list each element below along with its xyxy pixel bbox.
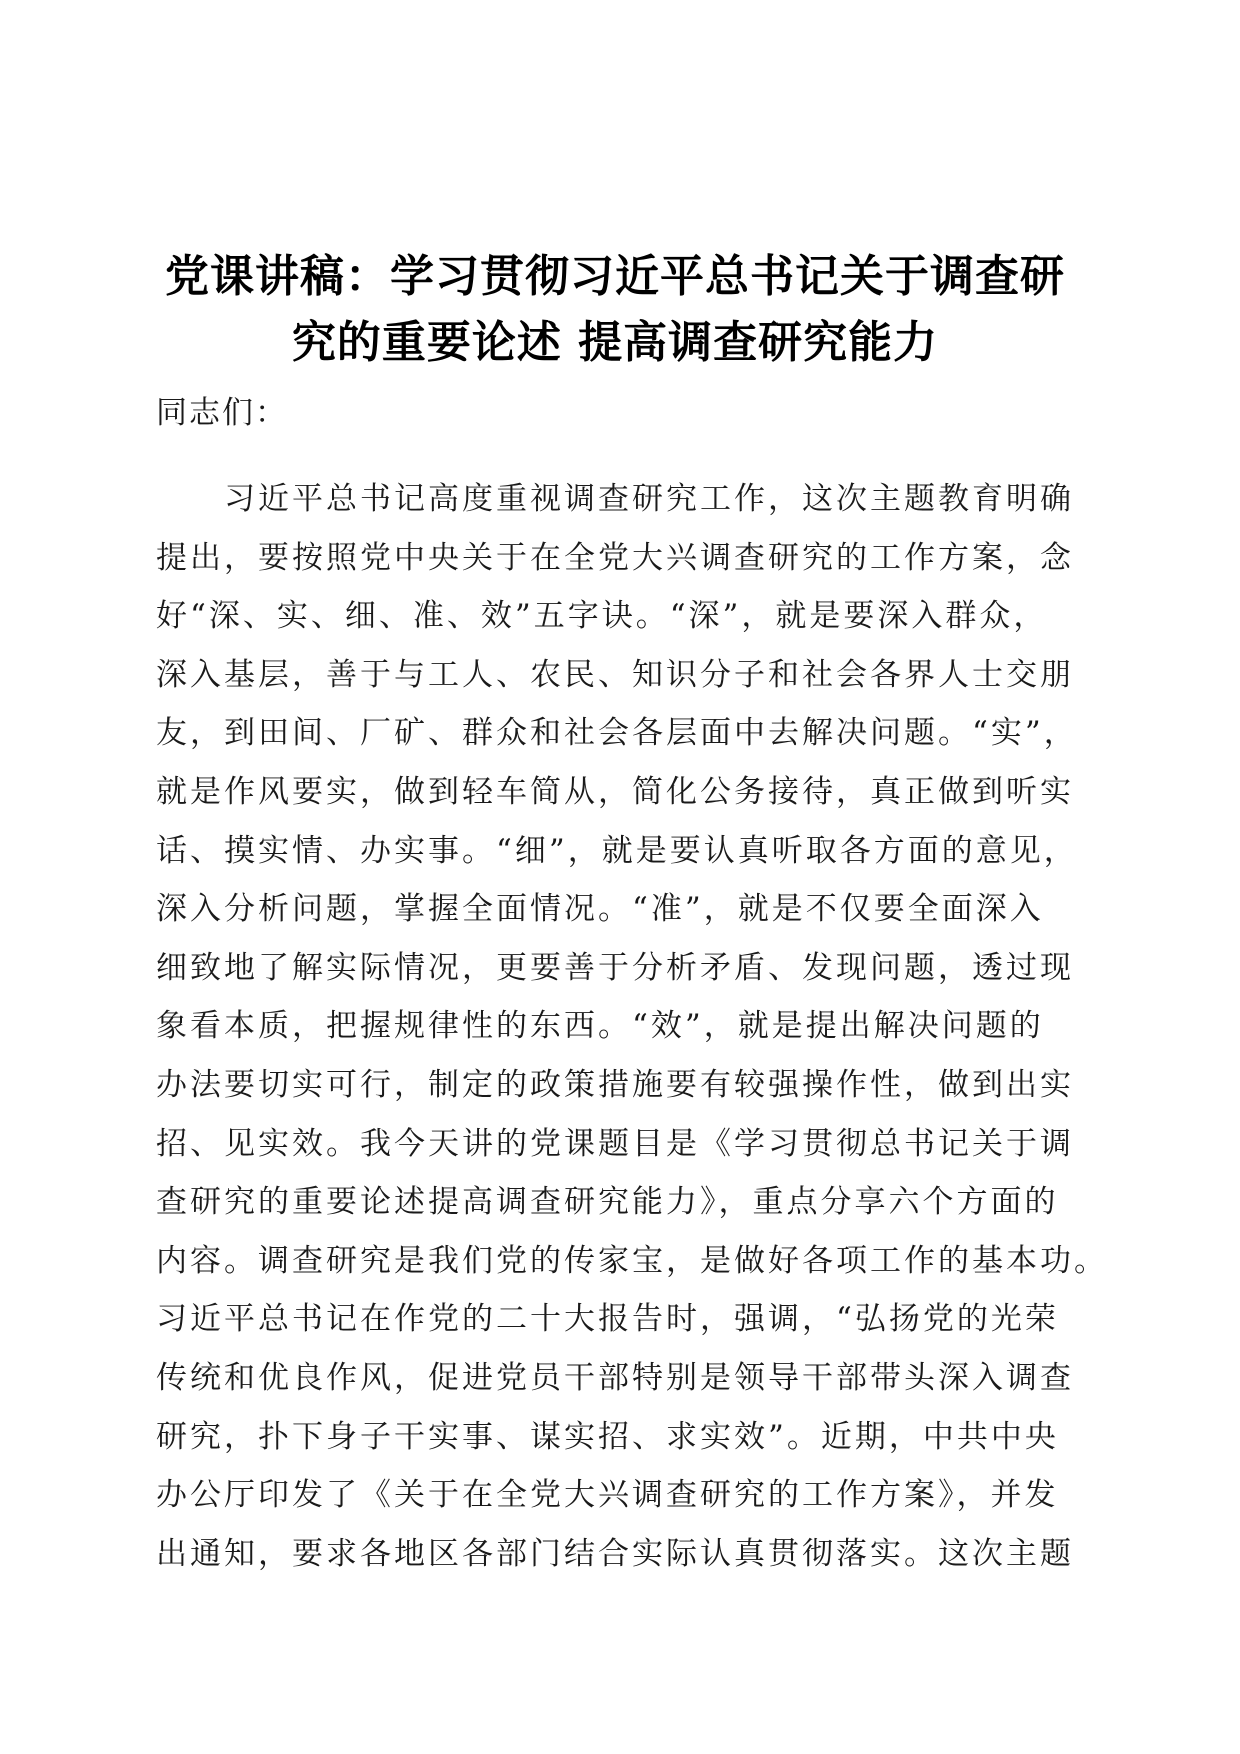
body-line: 好“深、实、细、准、效”五字诀。“深”，就是要深入群众， [156,598,1048,635]
body-line: 话、摸实情、办实事。“细”，就是要认真听取各方面的意见， [156,832,1078,869]
title-line-2: 究的重要论述 提高调查研究能力 [291,317,939,368]
body-line: 传统和优良作风，促进党员干部特别是领导干部带头深入调查 [156,1359,1074,1396]
body-line: 办公厅印发了《关于在全党大兴调查研究的工作方案》，并发 [156,1477,1059,1514]
title-line-1: 党课讲稿：学习贯彻习近平总书记关于调查研 [165,251,1065,302]
body-line: 就是作风要实，做到轻车简从，简化公务接待，真正做到听实 [156,773,1074,810]
body-line: 友，到田间、厂矿、群众和社会各层面中去解决问题。“实”， [156,715,1078,752]
body-line: 习近平总书记高度重视调查研究工作，这次主题教育明确 [224,481,1074,517]
body-line: 深入分析问题，掌握全面情况。“准”，就是不仅要全面深入 [156,891,1044,928]
body-line: 深入基层，善于与工人、农民、知识分子和社会各界人士交朋 [156,656,1074,693]
body-line: 招、见实效。我今天讲的党课题目是《学习贯彻总书记关于调 [156,1125,1074,1162]
body-line: 办法要切实可行，制定的政策措施要有较强操作性，做到出实 [156,1066,1074,1103]
body-line: 查研究的重要论述提高调查研究能力》，重点分享六个方面的 [156,1184,1059,1221]
body-line: 象看本质，把握规律性的东西。“效”，就是提出解决问题的 [156,1008,1044,1045]
document-title [150,244,1080,376]
body-line: 习近平总书记在作党的二十大报告时，强调，“弘扬党的光荣 [156,1301,1059,1338]
body-line: 出通知，要求各地区各部门结合实际认真贯彻落实。这次主题 [156,1535,1074,1572]
body-line: 内容。调查研究是我们党的传家宝，是做好各项工作的基本功。 [156,1242,1108,1279]
body-line: 细致地了解实际情况，更要善于分析矛盾、发现问题，透过现 [156,949,1074,986]
body-line: 研究，扑下身子干实事、谋实招、求实效”。近期，中共中央 [156,1418,1059,1455]
salutation: 同志们： [156,395,288,431]
body-line: 提出，要按照党中央关于在全党大兴调查研究的工作方案，念 [156,539,1074,576]
body-text [156,470,1108,1583]
